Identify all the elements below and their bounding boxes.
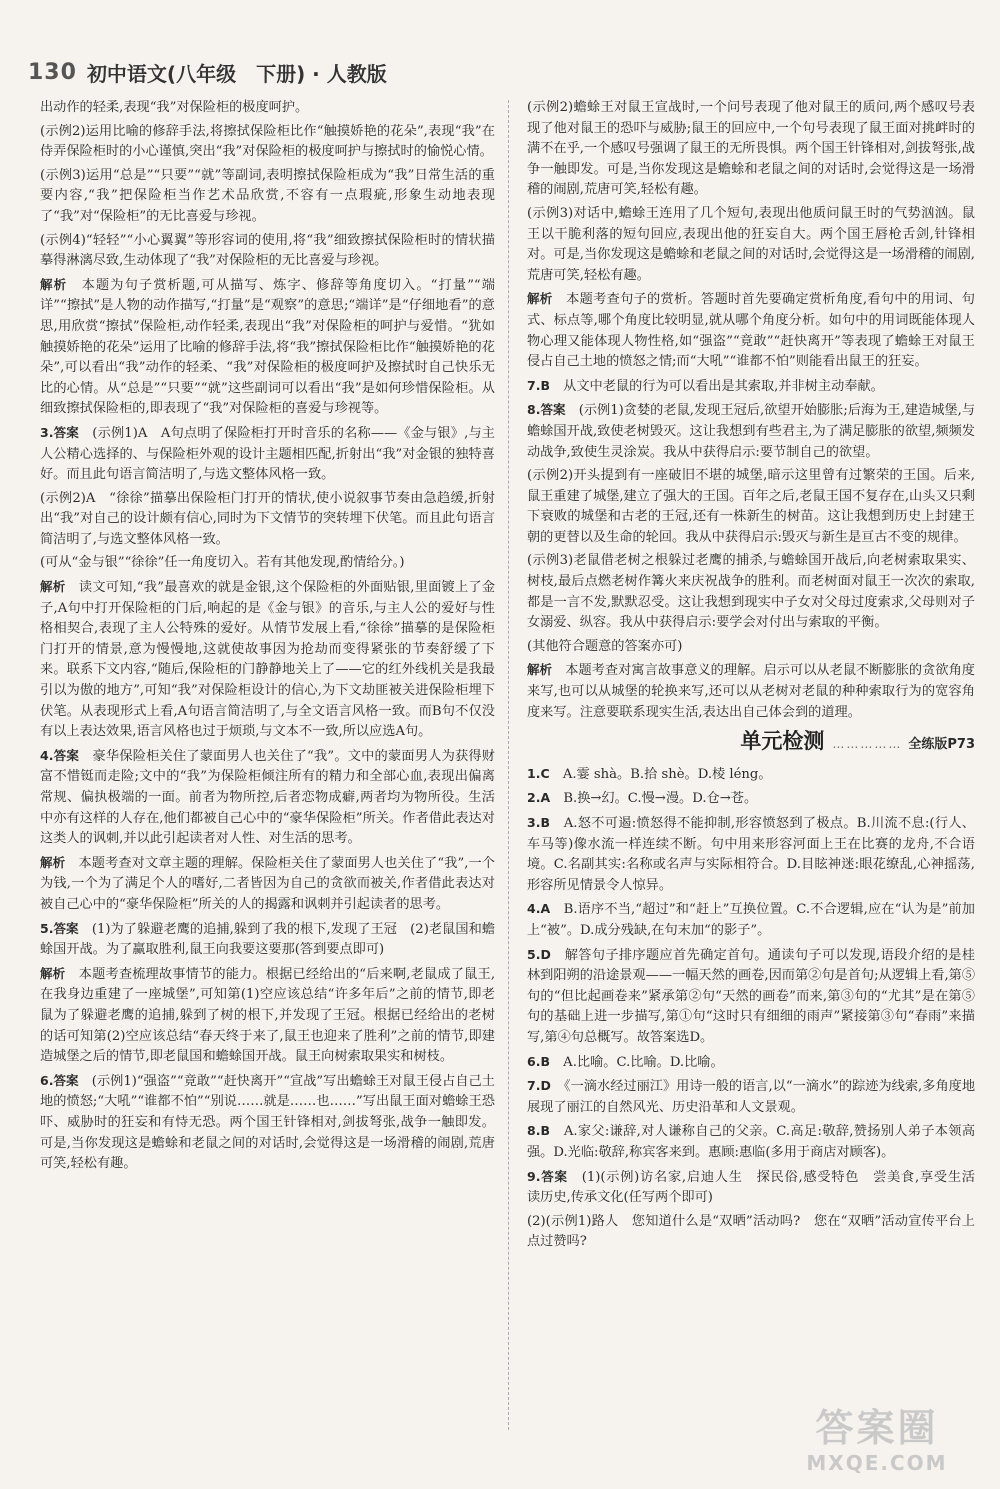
answer-text: A.家父:谦辞,对人谦称自己的父亲。C.高足:敬辞,赞扬别人弟子本领高强。D.光临:敬辞,称宾客来到。惠顾:惠临(多用于商店对顾客)。 <box>527 1124 976 1160</box>
watermark-url-text: MXQE.COM <box>806 1451 948 1475</box>
answer-label: 1.C <box>527 765 550 781</box>
answer-block <box>527 788 975 810</box>
column-divider <box>508 100 509 1430</box>
answer-text: (示例1)贪婪的老鼠,发现王冠后,欲望开始膨胀;后海为王,建造城堡,与蟾蜍国开战,致使老树毁灭。这让我想到有些君主,为了满足膨胀的欲望,频频发动战争,致使生灵涂炭。我从中获得启示:要节制自己的欲望。 <box>527 403 976 460</box>
answer-label: 解析 <box>40 965 66 981</box>
answer-block <box>527 660 975 723</box>
answer-text: 本题考查对寓言故事意义的理解。启示可以从老鼠不断膨胀的贪欲角度来写,也可以从城堡的轮换来写,还可以从老树对老鼠的种种索取行为的宽容角度来写。注意要联系现实生活,表达出自己体会到的道理。 <box>527 663 975 720</box>
answer-label: 解析 <box>40 276 68 292</box>
answer-block <box>527 98 975 201</box>
answer-text: (1)(示例)访名家,启迪人生 探民俗,感受特色 尝美食,享受生活 读历史,传承文化(任写两个即可) <box>527 1169 989 1206</box>
answer-label: 4.A <box>527 901 551 917</box>
answer-block <box>40 489 495 551</box>
watermark-logo <box>782 1405 972 1483</box>
unit-test-header <box>527 731 975 756</box>
answer-text: A.霎 shà。B.拾 shè。D.棱 léng。 <box>562 766 772 782</box>
answer-text: 读文可知,“我”最喜欢的就是金银,这个保险柜的外面贴银,里面镀上了金子,A句中打开保险柜的门后,响起的是《金与银》的音乐,与主人公的爱好与性格相契合,表现了主人公特殊的爱好。从情节发展上看,“徐徐”描摹的是保险柜门打开的情景,意为慢慢地,这就使故事因为抢劫而变得紧张的节奏舒缓了下来。联系下文内容,“随后,保险柜的门静静地关上了——它的红外线机关是我最引以为傲的地方”,可知“我”对保险柜设计的信心,为下文劫匪被关进保险柜埋下伏笔。从表现形式上看,A句语言简洁明了,与全文语言风格一致。而B句不仅没有以上表达效果,语言风格也过于烦琐,与文本不一致,所以应选A句。 <box>40 580 496 740</box>
answer-block <box>527 637 975 658</box>
answer-block <box>527 204 975 286</box>
answer-text: 《一滴水经过丽江》用诗一般的语言,以“一滴水”的踪迹为线索,多角度地展现了丽江的自然风光、历史沿革和人文景观。 <box>527 1079 976 1115</box>
answer-block <box>40 746 495 850</box>
answer-text: 本题考查对文章主题的理解。保险柜关住了蒙面男人也关住了“我”,一个为钱,一个为了满足个人的嗜好,二者皆因为自己的贪欲而被关,作者借此表达对被自己心中的“豪华保险柜”所关的人的揭露和讽刺并引起读者的思考。 <box>40 855 495 912</box>
answer-block <box>40 275 495 420</box>
answer-text: (示例3)对话中,蟾蜍王连用了几个短句,表现出他质问鼠王时的气势汹汹。鼠王以干脆利落的短句回应,表现出他的狂妄自大。两个国王唇枪舌剑,针锋相对。可是,当你发现这是蟾蜍和老鼠之间的对话时,会觉得这是一场滑稽的闹剧,荒唐可笑,轻松有趣。 <box>527 205 975 283</box>
answer-text: (示例2)开头提到有一座破旧不堪的城堡,暗示这里曾有过繁荣的王国。后来,鼠王重建了城堡,建立了强大的王国。百年之后,老鼠王国不复存在,山头又只剩下衰败的城堡和古老的王冠,还有一株新生的树苗。这让我想到历史上封建王朝的更替以及生命的轮回。我从中获得启示:毁灭与新生是亘古不变的规律。 <box>527 468 975 545</box>
answer-label: 9.答案 <box>527 1168 568 1184</box>
answer-label: 6.答案 <box>40 1072 79 1088</box>
answer-label: 3.B <box>527 815 550 830</box>
answer-block <box>40 122 495 163</box>
answer-text: 本题考查句子的赏析。答题时首先要确定赏析角度,看句中的用词、句式、标点等,哪个角度比较明显,就从哪个角度分析。如句中的用词既能体现人物心理又能体现人物性格,如“强盗”“竟敢”“赶快离开”等表现了蟾蜍王对鼠王侵占自己土地的愤怒之情;而“大吼”“谁都不怕”则能看出鼠王的狂妄。 <box>527 292 975 370</box>
page-number: 130 <box>28 59 77 85</box>
answer-label: 5.D <box>527 946 551 962</box>
answer-text: (2)(示例1)路人 您知道什么是“双晒”活动吗? 您在“双晒”活动宣传平台上点过赞吗? <box>527 1213 975 1250</box>
answer-text: A.比喻。C.比喻。D.比喻。 <box>563 1054 724 1070</box>
answer-text: B.语序不当,“超过”和“赶上”互换位置。C.不合逻辑,应在“认为是”前加上“被”。D.成分残缺,在句末加“的影子”。 <box>527 902 975 938</box>
answer-label: 解析 <box>527 662 553 678</box>
answers-continued <box>527 98 975 723</box>
answer-text: 豪华保险柜关住了蒙面男人也关住了“我”。文中的蒙面男人为获得财富不惜铤而走险;文中的“我”为保险柜倾注所有的精力和全部心血,表现出偏离常规、偏执极端的一面。前者为物所控,后者恋物成癖,两者均为物所役。生活中亦有这样的人存在,他们都被自己心中的“豪华保险柜”所关。作者借此表达对这类人的讽刺,并以此引起读者对人性、对生活的思考。 <box>40 748 495 847</box>
answer-block <box>40 964 495 1068</box>
answer-text: (示例1)“强盗”“竟敢”“赶快离开”“宣战”写出蟾蜍王对鼠王侵占自己土地的愤怒;“大吼”“谁都不怕”“别说……就是……也……”写出鼠王面对蟾蜍王恐吓、威胁时的狂妄和有恃无恐。两个国王针锋相对,剑拔弩张,战争一触即发。可是,当你发现这是蟾蜍和老鼠之间的对话时,会觉得这是一场滑稽的闹剧,荒唐可笑,轻松有趣。 <box>40 1073 495 1172</box>
answer-text: (示例4)“轻轻”“小心翼翼”等形容词的使用,将“我”细致擦拭保险柜时的情状描摹得淋漓尽致,生动体现了“我”对保险柜的无比喜爱与珍视。 <box>40 232 495 269</box>
answer-block <box>527 466 975 548</box>
answer-text: (示例2)蟾蜍王对鼠王宣战时,一个问号表现了他对鼠王的质问,两个感叹号表现了他对鼠王的恐吓与威胁;鼠王的回应中,一个句号表现了鼠王面对挑衅时的满不在乎,一个感叹号强调了鼠王的无所畏惧。两个国王针锋相对,剑拔弩张,战争一触即发。可是,当你发现这是蟾蜍和老鼠之间的对话时,会觉得这是一场滑稽的闹剧,荒唐可笑,轻松有趣。 <box>527 100 975 198</box>
answer-label: 2.A <box>527 790 551 806</box>
answer-label: 6.B <box>527 1053 550 1069</box>
page-header <box>28 52 978 92</box>
answer-text: 本题为句子赏析题,可从描写、炼字、修辞等角度切入。“打量”“端详”“擦拭”是人物的动作描写,“打量”是“观察”的意思;“端详”是“仔细地看”的意思,用欣赏“擦拭”保险柜,动作轻柔,表现出“我”对保险柜的呵护与爱惜。“犹如触摸娇艳的花朵”运用了比喻的修辞手法,将“我”擦拭保险柜比作“触摸娇艳的花朵”,可以看出“我”动作的轻柔、“我”对保险柜的极度呵护及擦拭时自己快乐无比的心情。从“总是”“只要”“就”这些副词可以看出“我”是如何珍惜保险柜。从细致擦拭保险柜的,即表现了“我”对保险柜的喜爱与珍视等。 <box>40 277 495 417</box>
answer-block <box>527 1121 975 1163</box>
answer-text: 从文中老鼠的行为可以看出是其索取,并非树主动奉献。 <box>563 378 884 394</box>
answer-text: A.怒不可遏:愤怒得不能抑制,形容愤怒到了极点。B.川流不息:(行人、车马等)像水流一样连续不断。句中用来形容河面上王在比赛的龙舟,不合语境。C.名副其实:名称或名声与实际相符合。D.目眩神迷:眼花缭乱,心神摇荡,形容所见情景令人惊异。 <box>527 816 975 893</box>
answer-block <box>527 289 975 372</box>
unit-test-answers <box>527 764 989 1253</box>
answer-block <box>40 231 495 272</box>
answer-block <box>527 1167 989 1209</box>
answer-block <box>527 551 975 633</box>
answer-text: (示例2)运用比喻的修辞手法,将擦拭保险柜比作“触摸娇艳的花朵”,表现“我”在侍弄保险柜时的小心谨慎,突出“我”对保险柜的极度呵护与擦拭时的愉悦心情。 <box>40 123 495 160</box>
answer-text: 出动作的轻柔,表现“我”对保险柜的极度呵护。 <box>40 100 309 115</box>
answer-label: 解析 <box>40 854 66 870</box>
answer-text: B.换→幻。C.慢→漫。D.仓→苍。 <box>563 791 758 807</box>
answer-text: (示例3)老鼠借老树之根躲过老鹰的捕杀,与蟾蜍国开战后,向老树索取果实、树枝,最后点燃老树作篝火来庆祝战争的胜利。而老树面对鼠王一次次的索取,都是一言不发,默默忍受。这让我想到现实中子女对父母过度索求,父母则对子女溺爱、纵容。我从中获得启示:要学会对付出与索取的平衡。 <box>527 553 975 631</box>
right-column <box>527 98 989 1256</box>
answer-text: 本题考查梳理故事情节的能力。根据已经给出的“后来啊,老鼠成了鼠王,在我身边重建了一座城堡”,可知第(1)空应该总结“许多年后”之前的情节,即老鼠为了躲避老鹰的追捕,躲到了树的根下,并发现了王冠。根据已经给出的老树的话可知第(2)空应该总结“春天终于来了,鼠王也迎来了胜利”之前的情节,即建造城堡之后的情节,即老鼠国和蟾蜍国开战。鼠王向树索取果实和树枝。 <box>40 966 496 1065</box>
answer-block <box>527 945 975 1049</box>
answer-text: (其他符合题意的答案亦可) <box>527 638 683 654</box>
answer-block <box>40 166 495 228</box>
answer-block <box>527 764 975 786</box>
answer-text: (1)为了躲避老鹰的追捕,躲到了我的根下,发现了王冠 (2)老鼠国和蟾蜍国开战。为了赢取胜利,鼠王向我要这要那(答到要点即可) <box>40 921 495 958</box>
answer-block <box>527 1076 975 1118</box>
answer-label: 5.答案 <box>40 920 79 936</box>
section-page-ref: 全练版P73 <box>908 737 975 753</box>
answer-block <box>40 98 495 119</box>
answer-text: (示例1)A A句点明了保险柜打开时音乐的名称——《金与银》,与主人公精心选择的、与保险柜外观的设计主题相匹配,折射出“我”对金银的独特喜好。而且此句语言简洁明了,与选文整体风格一致。 <box>40 425 495 483</box>
answer-label: 7.D <box>527 1078 551 1094</box>
answer-block <box>40 577 495 743</box>
answer-block <box>40 423 495 486</box>
answer-text: (可从“金与银”“徐徐”任一角度切入。若有其他发现,酌情给分。) <box>40 555 405 571</box>
answer-block <box>527 899 975 941</box>
section-title: 单元检测 <box>740 729 825 754</box>
section-dots: …………… <box>832 737 903 752</box>
answer-label: 7.B <box>527 377 550 393</box>
left-column <box>40 98 495 1178</box>
answer-label: 4.答案 <box>40 747 80 763</box>
book-title: 初中语文(八年级 下册) · 人教版 <box>86 61 387 86</box>
answer-block <box>40 853 495 916</box>
answer-label: 8.B <box>527 1123 550 1139</box>
watermark-main-text: 答案圈 <box>815 1406 939 1450</box>
answer-block <box>527 400 975 463</box>
answer-label: 解析 <box>40 579 66 595</box>
answer-text: 解答句子排序题应首先确定首句。通读句子可以发现,语段介绍的是桂林到阳朔的沿途景观——一幅天然的画卷,因而第②句是首句;从逻辑上看,第⑤句的“但比起画卷来”紧承第②句“天然的画卷”而来,第③句的“尤其”是在第⑤句的基础上进一步描写,第①句“这时只有细细的雨声”紧接第③句“春雨”来描写,第④句总概写。故答案选D。 <box>527 947 976 1045</box>
answer-block <box>527 376 975 398</box>
answer-block <box>40 553 495 574</box>
answer-label: 8.答案 <box>527 402 566 418</box>
answer-label: 解析 <box>527 291 553 307</box>
answer-block <box>527 813 975 896</box>
answer-block <box>40 1071 495 1175</box>
answer-block <box>527 1052 975 1074</box>
answer-block <box>40 919 495 961</box>
answer-text: (示例2)A “徐徐”描摹出保险柜门打开的情状,使小说叙事节奏由急趋缓,折射出“我”对自己的设计颇有信心,同时为下文情节的突转埋下伏笔。而且此句语言简洁明了,与选文整体风格一致。 <box>40 490 495 547</box>
answer-label: 3.答案 <box>40 424 79 440</box>
answer-text: (示例3)运用“总是”“只要”“就”等副词,表明擦拭保险柜成为“我”日常生活的重要内容,“我”把保险柜当作艺术品欣赏,不容有一点瑕疵,形象生动地表现了“我”对“保险柜”的无比喜爱与珍视。 <box>40 167 495 224</box>
answer-block <box>527 1212 975 1253</box>
